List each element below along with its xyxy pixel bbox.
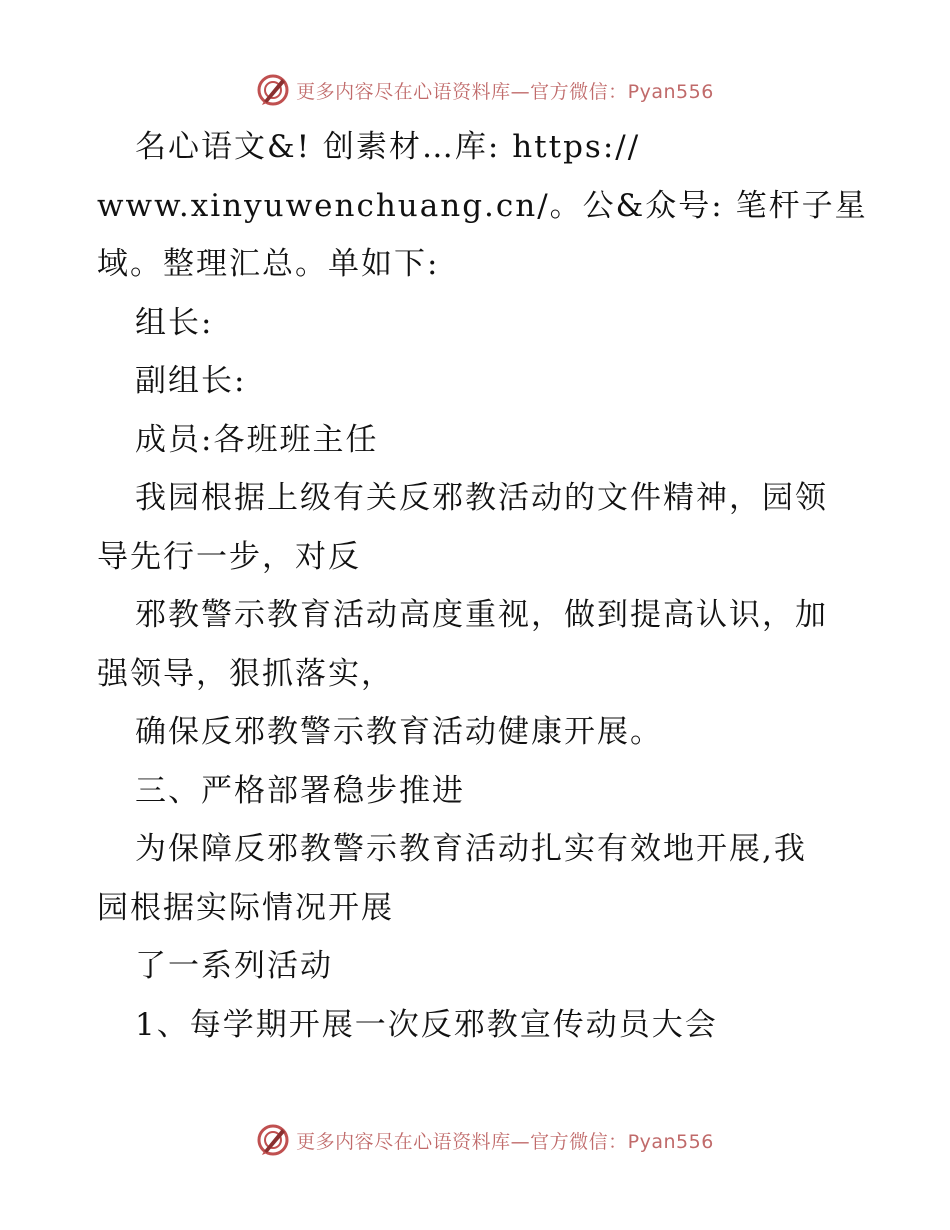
header-banner-text: 更多内容尽在心语资料库—官方微信：Pyan556 — [296, 80, 714, 103]
header-banner — [0, 70, 950, 110]
paragraph-line: 组长: — [135, 304, 214, 341]
paragraph-line: 为保障反邪教警示教育活动扎实有效地开展,我 — [135, 831, 807, 867]
footer-banner-text: 更多内容尽在心语资料库—官方微信：Pyan556 — [296, 1130, 714, 1153]
document-body — [97, 118, 868, 1054]
paragraph-line: 我园根据上级有关反邪教活动的文件精神，园领 — [135, 480, 828, 516]
paragraph-line: 园根据实际情况开展 — [97, 889, 394, 926]
paragraph-line: www.xinyuwenchuang.cn/。公&众号: 笔杆子星 — [97, 187, 868, 224]
paragraph-line: 名心语文&! 创素材…库: https:// — [135, 129, 641, 165]
footer-banner — [0, 1120, 950, 1160]
paragraph-line: 成员:各班班主任 — [135, 421, 379, 458]
paragraph-line: 了一系列活动 — [135, 948, 333, 984]
paragraph-line: 域。整理汇总。单如下: — [97, 246, 440, 282]
header-banner-inner — [256, 73, 714, 107]
pen-logo-icon — [256, 73, 290, 107]
paragraph-line: 导先行一步，对反 — [97, 538, 361, 575]
paragraph-line: 邪教警示教育活动高度重视，做到提高认识，加 — [135, 597, 828, 633]
paragraph-line: 三、严格部署稳步推进 — [135, 772, 465, 809]
paragraph-line: 强领导，狠抓落实， — [97, 655, 394, 692]
paragraph-line: 确保反邪教警示教育活动健康开展。 — [135, 714, 663, 750]
footer-banner-inner — [256, 1123, 714, 1157]
pen-logo-icon — [256, 1123, 290, 1157]
paragraph-line: 1、每学期开展一次反邪教宣传动员大会 — [135, 1006, 718, 1043]
paragraph-line: 副组长: — [135, 363, 247, 399]
